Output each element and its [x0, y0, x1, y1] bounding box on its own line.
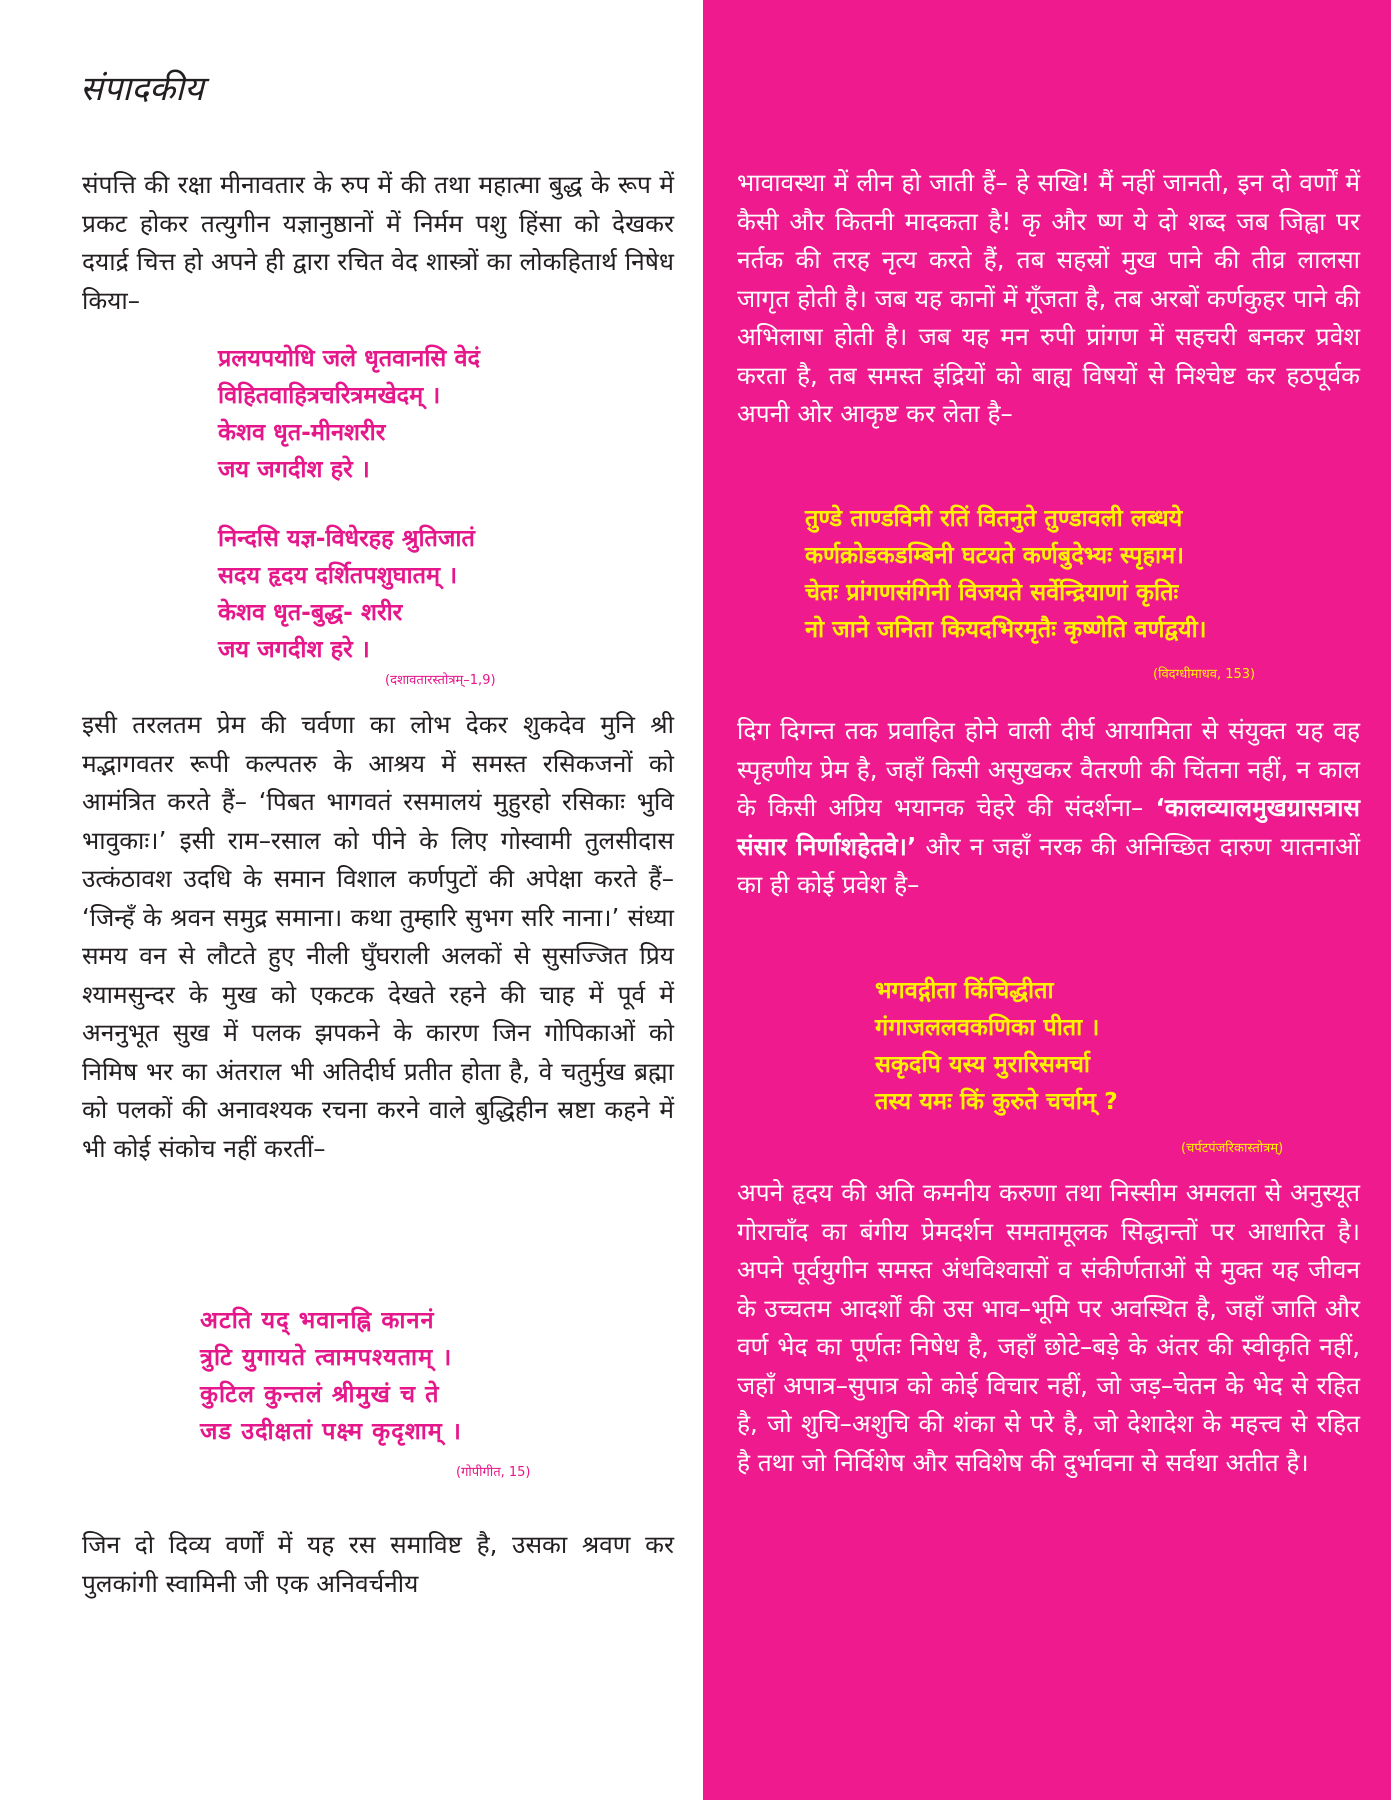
verse-line: त्रुटि युगायते त्वामपश्यताम् ।	[200, 1343, 453, 1371]
verse-line: कुटिल कुन्तलं श्रीमुखं च ते	[200, 1380, 440, 1408]
verse-source: (गोपीगीत, 15)	[456, 1465, 531, 1480]
verse-line: तस्य यमः किं कुरुते चर्चाम् ?	[875, 1087, 1118, 1115]
verse-line: केशव धृत-बुद्ध- शरीर	[218, 598, 403, 626]
paragraph-text: और न जहाँ नरक की अनिच्छित दारुण यातनाओं का ही कोई प्रवेश है–	[737, 831, 1360, 899]
verse-line: अटति यद् भवानह्नि काननं	[200, 1306, 435, 1334]
verse-line: भगवद्गीता किंचिद्धीता	[875, 976, 1054, 1004]
verse-line: केशव धृत-मीनशरीर	[218, 418, 386, 446]
verse-line: सकृदपि यस्य मुरारिसमर्चा	[875, 1050, 1091, 1078]
paragraph-text: दिग दिगन्त तक प्रवाहित होने वाली दीर्घ आयामिता से संयुक्त यह वह स्पृहणीय प्रेम है, जहाँ किसी असुखकर वैतरणी की चिंतना नहीं, न काल के किसी अप्रिय भयानक चेहरे की संदर्शना–	[737, 716, 1360, 822]
verse-line: जड उदीक्षतां पक्ष्म कृदृशाम् ।	[200, 1417, 462, 1445]
verse-source: (दशावतारस्तोत्रम्–1,9)	[385, 673, 496, 688]
verse-line: जय जगदीश हरे ।	[218, 455, 370, 483]
verse-source: (चर्पटपंजरिकास्तोत्रम्)	[1181, 1141, 1284, 1156]
verse-line: जय जगदीश हरे ।	[218, 635, 370, 663]
verse-vidagdhamadhav	[805, 500, 1207, 648]
right-column	[703, 0, 1391, 1800]
verse-dashavatar-2	[218, 520, 475, 668]
verse-line: विहितवाहित्रचरित्रमखेदम् ।	[218, 381, 441, 409]
left-paragraph-2: इसी तरलतम प्रेम की चर्वणा का लोभ देकर शुकदेव मुनि श्री मद्भागवतर रूपी कल्पतरु के आश्रय में समस्त रसिकजनों को आमंत्रित करते हैं– ‘पिबत भागवतं रसमालयं मुहुरहो रसिकाः भुवि भावुकाः।’ इसी राम–रसाल को पीने के लिए गोस्वामी तुलसीदास उत्कंठावश उदधि के समान विशाल कर्णपुटों की अपेक्षा करते हैं– ‘जिन्हँ के श्रवन समुद्र समाना। कथा तुम्हारि सुभग सरि नाना।’ संध्या समय वन से लौटते हुए नीली घुँघराली अलकों से सुसज्जित प्रिय श्यामसुन्दर के मुख को एकटक देखते रहने की चाह में पूर्व में अननुभूत सुख में पलक झपकने के कारण जिन गोपिकाओं को निमिष भर का अंतराल भी अतिदीर्घ प्रतीत होता है, वे चतुर्मुख ब्रह्मा को पलकों की अनावश्यक रचना करने वाले बुद्धिहीन स्रष्टा कहने में भी कोई संकोच नहीं करतीं–	[82, 710, 674, 1163]
left-paragraph-1: संपत्ति की रक्षा मीनावतार के रुप में की तथा महात्मा बुद्ध के रूप में प्रकट होकर तत्युगीन यज्ञानुष्ठानों में निर्मम पशु हिंसा को देखकर दयार्द्र चित्त हो अपने ही द्वारा रचित वेद शास्त्रों का लोकहितार्थ निषेध किया–	[82, 170, 674, 315]
verse-line: गंगाजललवकणिका पीता ।	[875, 1013, 1100, 1041]
verse-charpatpanjarika	[875, 972, 1118, 1120]
verse-line: निन्दसि यज्ञ-विधेरहह श्रुतिजातं	[218, 524, 475, 552]
right-paragraph-3: अपने हृदय की अति कमनीय करुणा तथा निस्सीम अमलता से अनुस्यूत गोराचाँद का बंगीय प्रेमदर्शन समतामूलक सिद्धान्तों पर आधारित है। अपने पूर्वयुगीन समस्त अंधविश्वासों व संकीर्णताओं से मुक्त यह जीवन के उच्चतम आदर्शों की उस भाव–भूमि पर अवस्थित है, जहाँ जाति और वर्ण भेद का पूर्णतः निषेध है, जहाँ छोटे–बड़े के अंतर की स्वीकृति नहीं, जहाँ अपात्र–सुपात्र को कोई विचार नहीं, जो जड़–चेतन के भेद से रहित है, जो शुचि–अशुचि की शंका से परे है, जो देशादेश के महत्त्व से रहित है तथा जो निर्विशेष और सविशेष की दुर्भावना से सर्वथा अतीत है।	[737, 1178, 1360, 1477]
left-paragraph-3: जिन दो दिव्य वर्णों में यह रस समाविष्ट है, उसका श्रवण कर पुलकांगी स्वामिनी जी एक अनिवर्चनीय	[82, 1530, 674, 1598]
verse-line: चेतः प्रांगणसंगिनी विजयते सर्वेन्द्रियाणां कृतिः	[805, 578, 1179, 606]
verse-gopigeet	[200, 1302, 462, 1450]
verse-line: नो जाने जनिता कियदभिरमृतैः कृष्णेति वर्णद्वयी।	[805, 615, 1207, 643]
right-paragraph-2	[737, 712, 1360, 905]
highlighted-quote: ‘कालव्यालमुखग्रासत्रास संसार निर्णाशहेतवे।’	[737, 793, 1360, 861]
verse-line: सदय हृदय दर्शितपशुघातम् ।	[218, 561, 458, 589]
right-paragraph-1: भावावस्था में लीन हो जाती हैं– हे सखि! मैं नहीं जानती, इन दो वर्णों में कैसी और कितनी मादकता है! कृ और ष्ण ये दो शब्द जब जिह्वा पर नर्तक की तरह नृत्य करते हैं, तब सहस्रों मुख पाने की तीव्र लालसा जागृत होती है। जब यह कानों में गूँजता है, तब अरबों कर्णकुहर पाने की अभिलाषा होती है। जब यह मन रुपी प्रांगण में सहचरी बनकर प्रवेश करता है, तब समस्त इंद्रियों को बाह्य विषयों से निश्चेष्ट कर हठपूर्वक अपनी ओर आकृष्ट कर लेता है–	[737, 168, 1360, 428]
verse-line: तुण्डे ताण्डविनी रतिं वितनुते तुण्डावली लब्धये	[805, 504, 1183, 532]
verse-source: (विदग्धीमाधव, 153)	[1153, 667, 1256, 682]
verse-dashavatar-1	[218, 340, 480, 488]
section-title: संपादकीय	[80, 69, 204, 109]
verse-line: प्रलयपयोधि जले धृतवानसि वेदं	[218, 344, 481, 372]
verse-line: कर्णक्रोडकडम्बिनी घटयते कर्णबुदेभ्यः स्पृहाम।	[805, 541, 1185, 569]
